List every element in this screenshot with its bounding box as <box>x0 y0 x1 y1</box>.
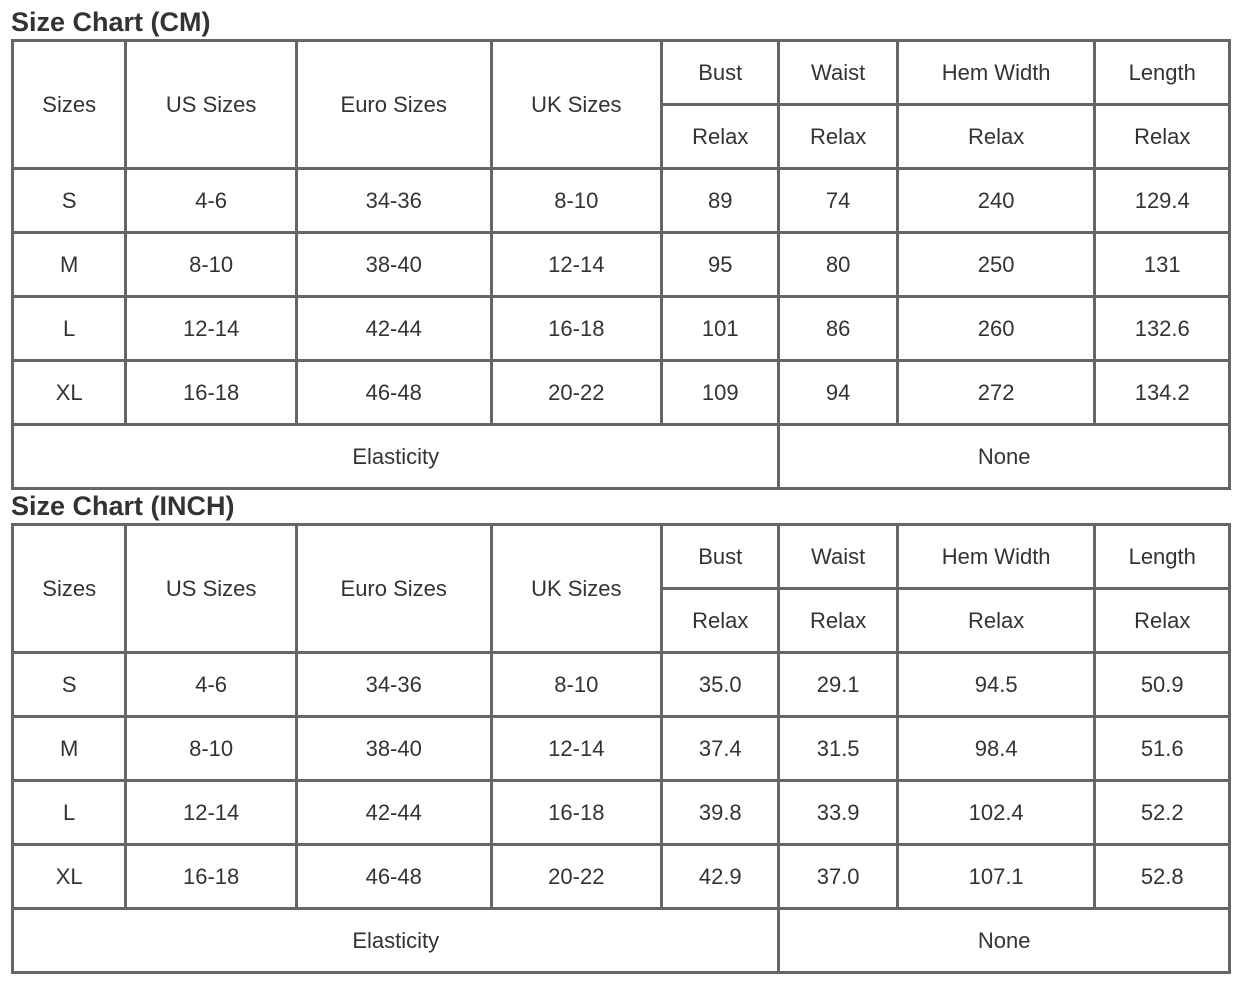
table-cell: 8-10 <box>127 718 298 782</box>
table-cell: 129.4 <box>1096 170 1231 234</box>
table-cell: 107.1 <box>899 846 1097 910</box>
table-cell: 38-40 <box>298 234 493 298</box>
table-row <box>14 654 1231 718</box>
table-cell: 42-44 <box>298 298 493 362</box>
subheader-cell: Relax <box>899 590 1097 654</box>
header-cell: Sizes <box>14 526 127 654</box>
measure-header-cell: Length <box>1096 526 1231 590</box>
size-chart-inch-title: Size Chart (INCH) <box>11 491 235 521</box>
table-cell: 20-22 <box>493 846 664 910</box>
table-row <box>14 298 1231 362</box>
table-cell: 134.2 <box>1096 362 1231 426</box>
table-cell: 12-14 <box>493 718 664 782</box>
table-row <box>14 782 1231 846</box>
table-cell: 20-22 <box>493 362 664 426</box>
table-cell: 12-14 <box>127 298 298 362</box>
elasticity-label: Elasticity <box>14 426 780 490</box>
table-row <box>14 170 1231 234</box>
table-cell: 8-10 <box>493 170 664 234</box>
measure-header-cell: Waist <box>780 42 898 106</box>
elasticity-value: None <box>780 910 1231 974</box>
elasticity-row <box>14 910 1231 974</box>
table-cell: 250 <box>899 234 1097 298</box>
table-cell: 42.9 <box>663 846 780 910</box>
table-cell: 16-18 <box>493 298 664 362</box>
table-cell: M <box>14 234 127 298</box>
table-cell: 102.4 <box>899 782 1097 846</box>
measure-header-cell: Length <box>1096 42 1231 106</box>
measure-header-cell: Hem Width <box>899 526 1097 590</box>
table-cell: 16-18 <box>493 782 664 846</box>
table-cell: 46-48 <box>298 362 493 426</box>
table-cell: 16-18 <box>127 846 298 910</box>
table-cell: 52.2 <box>1096 782 1231 846</box>
header-cell: US Sizes <box>127 526 298 654</box>
table-cell: 131 <box>1096 234 1231 298</box>
table-cell: 240 <box>899 170 1097 234</box>
table-cell: 80 <box>780 234 898 298</box>
measure-header-cell: Bust <box>663 42 780 106</box>
table-cell: 35.0 <box>663 654 780 718</box>
table-cell: 260 <box>899 298 1097 362</box>
header-cell: US Sizes <box>127 42 298 170</box>
table-cell: 50.9 <box>1096 654 1231 718</box>
header-cell: UK Sizes <box>493 526 664 654</box>
subheader-cell: Relax <box>663 590 780 654</box>
subheader-cell: Relax <box>780 590 898 654</box>
table-cell: 12-14 <box>493 234 664 298</box>
table-cell: 94.5 <box>899 654 1097 718</box>
table-cell: 29.1 <box>780 654 898 718</box>
header-row <box>14 526 1231 590</box>
table-cell: 4-6 <box>127 654 298 718</box>
header-cell: UK Sizes <box>493 42 664 170</box>
table-cell: S <box>14 170 127 234</box>
subheader-cell: Relax <box>899 106 1097 170</box>
table-cell: 51.6 <box>1096 718 1231 782</box>
table-cell: 34-36 <box>298 654 493 718</box>
table-cell: 38-40 <box>298 718 493 782</box>
table-cell: 34-36 <box>298 170 493 234</box>
size-chart-cm-title: Size Chart (CM) <box>11 7 211 37</box>
table-cell: 4-6 <box>127 170 298 234</box>
table-cell: 98.4 <box>899 718 1097 782</box>
table-cell: 37.4 <box>663 718 780 782</box>
table-cell: 31.5 <box>780 718 898 782</box>
table-cell: 8-10 <box>493 654 664 718</box>
table-cell: 101 <box>663 298 780 362</box>
table-row <box>14 846 1231 910</box>
size-chart-cm-table <box>11 39 1231 490</box>
table-row <box>14 234 1231 298</box>
table-cell: 16-18 <box>127 362 298 426</box>
table-cell: 86 <box>780 298 898 362</box>
header-cell: Euro Sizes <box>298 42 493 170</box>
measure-header-cell: Bust <box>663 526 780 590</box>
table-cell: XL <box>14 846 127 910</box>
table-cell: 8-10 <box>127 234 298 298</box>
table-row <box>14 718 1231 782</box>
table-cell: 89 <box>663 170 780 234</box>
elasticity-row <box>14 426 1231 490</box>
subheader-cell: Relax <box>1096 106 1231 170</box>
table-row <box>14 362 1231 426</box>
size-chart-inch-table <box>11 523 1231 974</box>
table-cell: M <box>14 718 127 782</box>
table-cell: 109 <box>663 362 780 426</box>
header-cell: Sizes <box>14 42 127 170</box>
table-cell: 39.8 <box>663 782 780 846</box>
measure-header-cell: Waist <box>780 526 898 590</box>
table-cell: 74 <box>780 170 898 234</box>
table-cell: L <box>14 782 127 846</box>
subheader-cell: Relax <box>1096 590 1231 654</box>
elasticity-value: None <box>780 426 1231 490</box>
table-cell: 94 <box>780 362 898 426</box>
subheader-cell: Relax <box>663 106 780 170</box>
subheader-cell: Relax <box>780 106 898 170</box>
header-cell: Euro Sizes <box>298 526 493 654</box>
table-cell: 33.9 <box>780 782 898 846</box>
table-cell: 52.8 <box>1096 846 1231 910</box>
table-cell: 46-48 <box>298 846 493 910</box>
elasticity-label: Elasticity <box>14 910 780 974</box>
table-cell: L <box>14 298 127 362</box>
table-cell: 132.6 <box>1096 298 1231 362</box>
header-row <box>14 42 1231 106</box>
table-cell: 272 <box>899 362 1097 426</box>
table-cell: 37.0 <box>780 846 898 910</box>
table-cell: 12-14 <box>127 782 298 846</box>
table-cell: XL <box>14 362 127 426</box>
measure-header-cell: Hem Width <box>899 42 1097 106</box>
table-cell: 42-44 <box>298 782 493 846</box>
table-cell: 95 <box>663 234 780 298</box>
table-cell: S <box>14 654 127 718</box>
